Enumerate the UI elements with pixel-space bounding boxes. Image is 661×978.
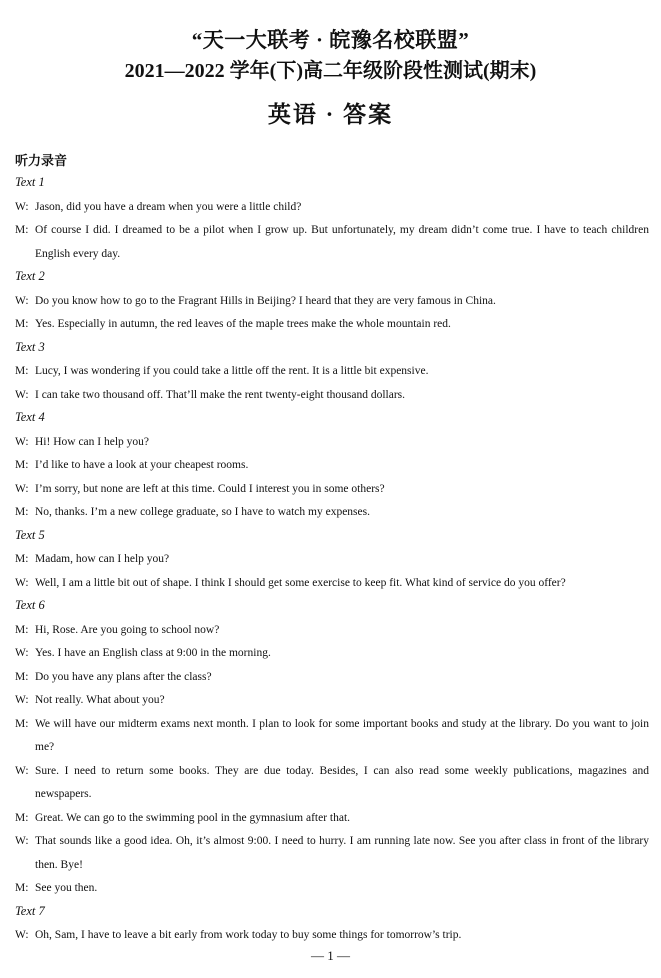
dialogue-line (15, 807, 649, 831)
speaker-label: M: (15, 506, 29, 518)
utterance-text: We will have our midterm exams next month. I plan to look for some important books and study at the library. Do you want to join me? (35, 717, 649, 753)
utterance-text: Hi! How can I help you? (35, 435, 150, 448)
speaker-label: W: (15, 482, 29, 495)
speaker-label: M: (15, 882, 29, 894)
dialogue-line (15, 290, 649, 314)
dialogue-line (15, 713, 649, 760)
utterance-text: I’m sorry, but none are left at this time. Could I interest you in some others? (35, 482, 385, 495)
dialogue-line (15, 642, 649, 666)
dialogue-line (15, 572, 649, 596)
text-heading: Text 4 (15, 410, 45, 424)
utterance-text: Lucy, I was wondering if you could take a little off the rent. It is a little bit expensive. (35, 365, 429, 377)
text-heading: Text 3 (15, 339, 45, 354)
text-heading: Text 1 (15, 175, 45, 189)
utterance-text: Of course I did. I dreamed to be a pilot when I grow up. But unfortunately, my dream didn’t come true. I have to teach children English every day. (35, 224, 649, 260)
utterance-text: Oh, Sam, I have to leave a bit early from work today to buy some things for tomorrow’s trip. (35, 929, 462, 941)
speaker-label: W: (15, 294, 29, 307)
utterance-text: Hi, Rose. Are you going to school now? (35, 623, 220, 636)
speaker-label: W: (15, 647, 29, 659)
utterance-text: Madam, how can I help you? (35, 553, 170, 565)
utterance-text: Sure. I need to return some books. They are due today. Besides, I can also read some weekly publications, magazines and newspapers. (35, 764, 649, 800)
dialogue-line (15, 478, 649, 502)
speaker-label: M: (15, 365, 29, 377)
dialogue-line (15, 760, 649, 807)
page-number: — 1 — (311, 948, 350, 963)
speaker-label: M: (15, 224, 29, 236)
dialogue-line (15, 360, 649, 384)
speaker-label: W: (15, 835, 29, 847)
exam-term-title: 2021—2022 学年(下)高二年级阶段性测试(期末) (124, 60, 537, 82)
dialogue-line (15, 384, 649, 408)
text-heading: Text 5 (15, 527, 45, 542)
transcript-body (15, 172, 649, 948)
speaker-label: W: (15, 576, 29, 589)
utterance-text: Not really. What about you? (35, 694, 165, 706)
utterance-text: Do you know how to go to the Fragrant Hills in Beijing? I heard that they are very famous in China. (35, 294, 496, 307)
utterance-text: Yes. I have an English class at 9:00 in the morning. (35, 647, 271, 659)
dialogue-line (15, 313, 649, 337)
exam-alliance-title: “天一大联考 · 皖豫名校联盟” (191, 28, 470, 52)
utterance-text: I can take two thousand off. That’ll make the rent twenty-eight thousand dollars. (35, 388, 406, 401)
utterance-text: Do you have any plans after the class? (35, 670, 212, 683)
speaker-label: W: (15, 929, 29, 941)
speaker-label: M: (15, 459, 29, 471)
utterance-text: See you then. (35, 882, 98, 894)
dialogue-line (15, 924, 649, 948)
speaker-label: M: (15, 670, 29, 683)
utterance-text: No, thanks. I’m a new college graduate, so I have to watch my expenses. (35, 506, 370, 518)
speaker-label: M: (15, 717, 29, 730)
dialogue-line (15, 877, 649, 901)
speaker-label: W: (15, 764, 29, 777)
utterance-text: I’d like to have a look at your cheapest rooms. (35, 459, 249, 471)
dialogue-line (15, 619, 649, 643)
speaker-label: M: (15, 811, 29, 824)
utterance-text: Yes. Especially in autumn, the red leaves of the maple trees make the whole mountain red. (35, 318, 451, 330)
speaker-label: W: (15, 200, 29, 213)
text-heading: Text 6 (15, 598, 45, 612)
utterance-text: Well, I am a little bit out of shape. I think I should get some exercise to keep fit. What kind of service do you offer? (35, 576, 566, 589)
utterance-text: That sounds like a good idea. Oh, it’s almost 9:00. I need to hurry. I am running late now. See you after class in front of the library then. Bye! (35, 835, 649, 871)
utterance-text: Great. We can go to the swimming pool in the gymnasium after that. (35, 811, 351, 824)
dialogue-line (15, 666, 649, 690)
utterance-text: Jason, did you have a dream when you were a little child? (35, 200, 302, 213)
speaker-label: W: (15, 388, 29, 401)
dialogue-line (15, 454, 649, 478)
dialogue-line (15, 501, 649, 525)
text-heading: Text 2 (15, 269, 45, 283)
dialogue-line (15, 196, 649, 220)
speaker-label: M: (15, 623, 29, 636)
speaker-label: M: (15, 318, 29, 330)
text-heading: Text 7 (15, 903, 45, 918)
section-title-listening-script: 听力录音 (15, 154, 68, 169)
dialogue-line (15, 689, 649, 713)
dialogue-line (15, 219, 649, 266)
dialogue-line (15, 548, 649, 572)
subject-answer-title: 英语 · 答案 (267, 102, 394, 127)
dialogue-line (15, 431, 649, 455)
speaker-label: W: (15, 694, 29, 706)
dialogue-line (15, 830, 649, 877)
speaker-label: M: (15, 553, 29, 565)
speaker-label: W: (15, 435, 29, 448)
